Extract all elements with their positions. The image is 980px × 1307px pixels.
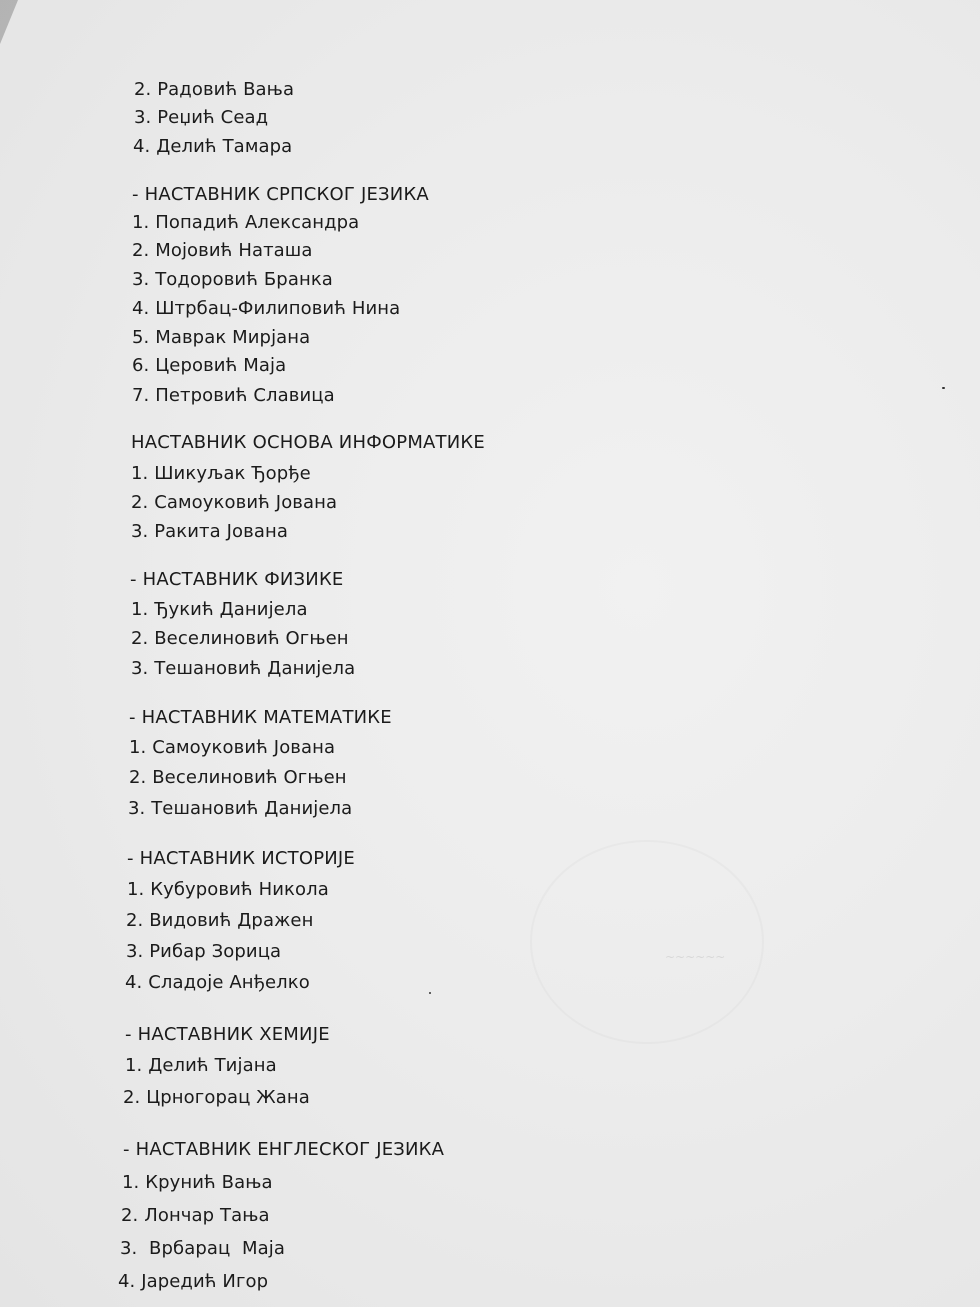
list-item: 3. Реџић Сеад bbox=[134, 107, 269, 128]
list-item: 2. Видовић Дражен bbox=[126, 910, 314, 931]
list-item: 3. Ракита Јована bbox=[131, 521, 288, 542]
list-item: 3. Тешановић Данијела bbox=[131, 658, 356, 679]
list-item: 1. Крунић Вања bbox=[122, 1172, 273, 1193]
faint-stamp-mark: ~~~~~~ bbox=[665, 950, 726, 964]
section-heading: НАСТАВНИК ОСНОВА ИНФОРМАТИКЕ bbox=[131, 432, 485, 453]
section-heading: - НАСТАВНИК ФИЗИКЕ bbox=[130, 569, 344, 590]
list-item: 4. Штрбац-Филиповић Нина bbox=[132, 298, 401, 319]
list-item: 2. Радовић Вања bbox=[134, 79, 295, 100]
list-item: 1. Самоуковић Јована bbox=[129, 737, 336, 758]
list-item: 3. Тодоровић Бранка bbox=[132, 269, 333, 290]
list-item: 4. Делић Тамара bbox=[133, 136, 293, 157]
list-item: 1. Попадић Александра bbox=[132, 212, 360, 233]
section-heading: - НАСТАВНИК ЕНГЛЕСКОГ ЈЕЗИКА bbox=[123, 1139, 445, 1160]
list-item: 4. Јаредић Игор bbox=[118, 1271, 269, 1292]
list-item: 6. Церовић Маја bbox=[132, 355, 287, 376]
list-item: 2. Веселиновић Огњен bbox=[129, 767, 347, 788]
list-item: 7. Петровић Славица bbox=[132, 385, 335, 406]
list-item: 3. Тешановић Данијела bbox=[128, 798, 353, 819]
list-item: 1. Шикуљак Ђорђе bbox=[131, 463, 311, 484]
list-item: 2. Веселиновић Огњен bbox=[131, 628, 349, 649]
section-heading: - НАСТАВНИК СРПСКОГ ЈЕЗИКА bbox=[132, 184, 429, 205]
list-item: 1. Кубуровић Никола bbox=[127, 879, 329, 900]
section-heading: - НАСТАВНИК МАТЕМАТИКЕ bbox=[129, 707, 392, 728]
section-heading: - НАСТАВНИК ИСТОРИЈЕ bbox=[127, 848, 355, 869]
list-item: 2. Мојовић Наташа bbox=[132, 240, 313, 261]
list-item: 2. Лончар Тања bbox=[121, 1205, 270, 1226]
list-item: 4. Сладоје Анђелко bbox=[125, 972, 310, 993]
section-heading: - НАСТАВНИК ХЕМИЈЕ bbox=[125, 1024, 330, 1045]
list-item: 1. Ђукић Данијела bbox=[131, 599, 308, 620]
list-item: 1. Делић Тијана bbox=[125, 1055, 277, 1076]
list-item: 2. Самоуковић Јована bbox=[131, 492, 338, 513]
list-item: 3. Врбарац Маја bbox=[120, 1238, 285, 1259]
list-item: 3. Рибар Зорица bbox=[126, 941, 282, 962]
list-item: 2. Црногорац Жана bbox=[123, 1087, 310, 1108]
list-item: 5. Маврак Мирјана bbox=[132, 327, 311, 348]
